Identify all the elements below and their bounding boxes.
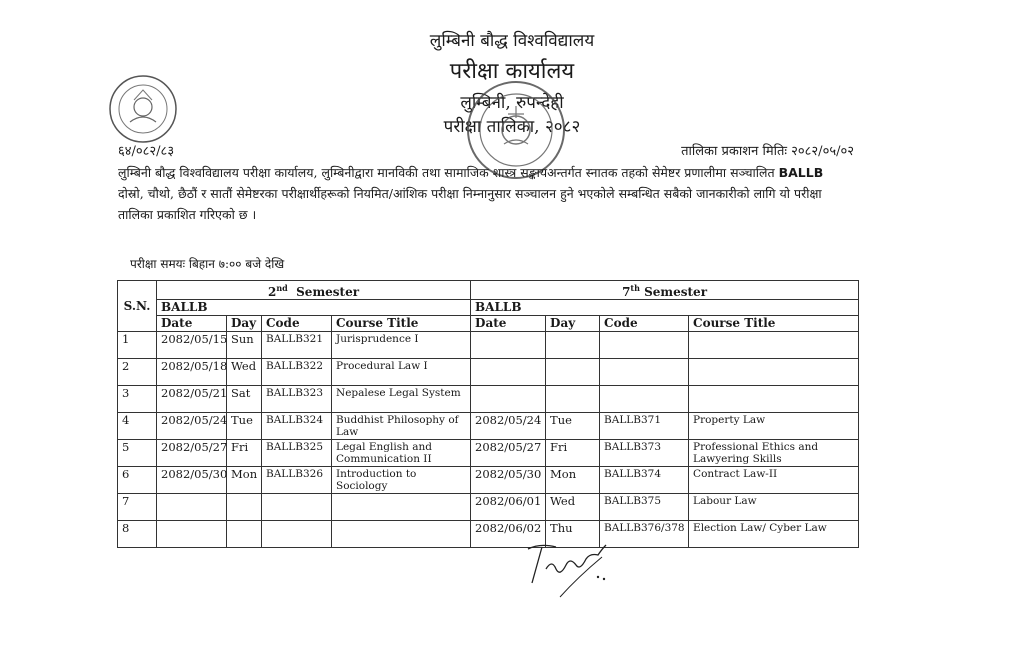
document-title: परीक्षा तालिका, २०८२ bbox=[443, 117, 581, 137]
left-day-cell: Fri bbox=[227, 440, 262, 467]
exam-schedule-table bbox=[117, 280, 859, 548]
exam-time: परीक्षा समयः बिहान ७:०० बजे देखि bbox=[130, 257, 285, 271]
intro-line-2: दोस्रो, चौथो, छैठौं र सातौं सेमेष्टरका परीक्षार्थीहरूको नियमित/आंशिक परीक्षा निम्नानुसार सञ्चालन हुने भएकोले सम्बन्धित सबैको जानकारीको लागि यो परीक्षा bbox=[118, 186, 822, 201]
left-course-cell bbox=[332, 521, 471, 548]
right-date-cell: 2082/05/30 bbox=[471, 467, 546, 494]
left-date-cell: 2082/05/24 bbox=[157, 413, 227, 440]
left-code-cell: BALLB322 bbox=[262, 359, 332, 386]
right-code-cell bbox=[600, 332, 689, 359]
program-row bbox=[118, 300, 859, 316]
left-date-cell bbox=[157, 494, 227, 521]
table-row bbox=[118, 413, 859, 440]
right-course-cell bbox=[689, 386, 859, 413]
right-day-cell: Mon bbox=[546, 467, 600, 494]
left-code-cell bbox=[262, 521, 332, 548]
left-date-cell bbox=[157, 521, 227, 548]
right-code-cell bbox=[600, 386, 689, 413]
left-day-cell bbox=[227, 494, 262, 521]
left-semester-word: Semester bbox=[296, 285, 360, 299]
left-code-cell: BALLB324 bbox=[262, 413, 332, 440]
right-code-cell bbox=[600, 359, 689, 386]
semester-header-row bbox=[118, 281, 859, 300]
col-code: Code bbox=[262, 316, 332, 332]
sn-cell: 2 bbox=[118, 359, 157, 386]
right-course-cell: Election Law/ Cyber Law bbox=[689, 521, 859, 548]
right-date-cell bbox=[471, 332, 546, 359]
sn-cell: 6 bbox=[118, 467, 157, 494]
right-code-cell: BALLB374 bbox=[600, 467, 689, 494]
left-day-cell: Mon bbox=[227, 467, 262, 494]
right-course-cell bbox=[689, 332, 859, 359]
publish-date: तालिका प्रकाशन मितिः २०८२/०५/०२ bbox=[681, 144, 854, 159]
left-course-cell: Jurisprudence I bbox=[332, 332, 471, 359]
left-day-cell bbox=[227, 521, 262, 548]
col-date: Date bbox=[157, 316, 227, 332]
right-day-cell bbox=[546, 359, 600, 386]
right-date-cell: 2082/05/24 bbox=[471, 413, 546, 440]
col-code: Code bbox=[600, 316, 689, 332]
left-course-cell: Buddhist Philosophy of Law bbox=[332, 413, 471, 440]
table-row bbox=[118, 359, 859, 386]
office-name: परीक्षा कार्यालय bbox=[449, 59, 575, 84]
col-course: Course Title bbox=[689, 316, 859, 332]
left-day-cell: Sat bbox=[227, 386, 262, 413]
right-day-cell: Tue bbox=[546, 413, 600, 440]
col-date: Date bbox=[471, 316, 546, 332]
right-code-cell: BALLB373 bbox=[600, 440, 689, 467]
left-semester-header bbox=[157, 281, 471, 300]
left-semester-number: 2 bbox=[268, 285, 277, 299]
column-header-row bbox=[118, 316, 859, 332]
right-date-cell: 2082/05/27 bbox=[471, 440, 546, 467]
right-course-cell: Labour Law bbox=[689, 494, 859, 521]
table-row bbox=[118, 467, 859, 494]
col-course: Course Title bbox=[332, 316, 471, 332]
left-date-cell: 2082/05/18 bbox=[157, 359, 227, 386]
reference-number: ६४/०८२/८३ bbox=[118, 144, 175, 159]
intro-line-1: लुम्बिनी बौद्ध विश्वविद्यालय परीक्षा कार्यालय, लुम्बिनीद्वारा मानविकी तथा सामाजिक शास्त्र सङ्कायअन्तर्गत स्नातक तहको सेमेष्टर प्रणालीमा सञ्चालित bbox=[118, 165, 775, 180]
left-date-cell: 2082/05/15 bbox=[157, 332, 227, 359]
left-date-cell: 2082/05/21 bbox=[157, 386, 227, 413]
left-date-cell: 2082/05/27 bbox=[157, 440, 227, 467]
table-row bbox=[118, 386, 859, 413]
left-course-cell: Legal English and Communication II bbox=[332, 440, 471, 467]
sn-cell: 8 bbox=[118, 521, 157, 548]
right-code-cell: BALLB375 bbox=[600, 494, 689, 521]
left-date-cell: 2082/05/30 bbox=[157, 467, 227, 494]
right-day-cell bbox=[546, 386, 600, 413]
left-course-cell: Nepalese Legal System bbox=[332, 386, 471, 413]
left-code-cell: BALLB325 bbox=[262, 440, 332, 467]
right-course-cell: Contract Law-II bbox=[689, 467, 859, 494]
right-date-cell bbox=[471, 386, 546, 413]
right-date-cell bbox=[471, 359, 546, 386]
office-location: लुम्बिनी, रुपन्देही bbox=[460, 93, 564, 113]
left-day-cell: Wed bbox=[227, 359, 262, 386]
right-course-cell bbox=[689, 359, 859, 386]
sn-header: S.N. bbox=[118, 281, 157, 332]
right-program: BALLB bbox=[471, 300, 859, 316]
left-day-cell: Sun bbox=[227, 332, 262, 359]
right-day-cell bbox=[546, 332, 600, 359]
right-course-cell: Property Law bbox=[689, 413, 859, 440]
left-course-cell: Introduction to Sociology bbox=[332, 467, 471, 494]
right-date-cell: 2082/06/02 bbox=[471, 521, 546, 548]
university-logo bbox=[108, 74, 178, 144]
left-program: BALLB bbox=[157, 300, 471, 316]
left-course-cell: Procedural Law I bbox=[332, 359, 471, 386]
right-semester-word: Semester bbox=[644, 285, 708, 299]
left-code-cell: BALLB323 bbox=[262, 386, 332, 413]
intro-paragraph bbox=[118, 162, 858, 225]
left-semester-suffix: nd bbox=[276, 283, 288, 293]
right-day-cell: Fri bbox=[546, 440, 600, 467]
table-row bbox=[118, 440, 859, 467]
left-code-cell bbox=[262, 494, 332, 521]
right-date-cell: 2082/06/01 bbox=[471, 494, 546, 521]
right-code-cell: BALLB371 bbox=[600, 413, 689, 440]
right-day-cell: Wed bbox=[546, 494, 600, 521]
signature bbox=[520, 525, 620, 600]
intro-program: BALLB bbox=[778, 165, 824, 180]
right-course-cell: Professional Ethics and Lawyering Skills bbox=[689, 440, 859, 467]
left-code-cell: BALLB326 bbox=[262, 467, 332, 494]
col-day: Day bbox=[227, 316, 262, 332]
left-course-cell bbox=[332, 494, 471, 521]
right-code-cell: BALLB376/378 bbox=[600, 521, 689, 548]
sn-cell: 4 bbox=[118, 413, 157, 440]
table-row bbox=[118, 332, 859, 359]
table-row bbox=[118, 521, 859, 548]
university-name: लुम्बिनी बौद्ध विश्वविद्यालय bbox=[429, 31, 595, 51]
right-day-cell: Thu bbox=[546, 521, 600, 548]
sn-cell: 5 bbox=[118, 440, 157, 467]
col-day: Day bbox=[546, 316, 600, 332]
sn-cell: 3 bbox=[118, 386, 157, 413]
right-semester-header bbox=[471, 281, 859, 300]
sn-cell: 1 bbox=[118, 332, 157, 359]
left-day-cell: Tue bbox=[227, 413, 262, 440]
right-semester-suffix: th bbox=[630, 283, 640, 293]
intro-line-3: तालिका प्रकाशित गरिएको छ । bbox=[118, 207, 257, 222]
table-row bbox=[118, 494, 859, 521]
left-code-cell: BALLB321 bbox=[262, 332, 332, 359]
right-semester-number: 7 bbox=[622, 285, 631, 299]
sn-cell: 7 bbox=[118, 494, 157, 521]
